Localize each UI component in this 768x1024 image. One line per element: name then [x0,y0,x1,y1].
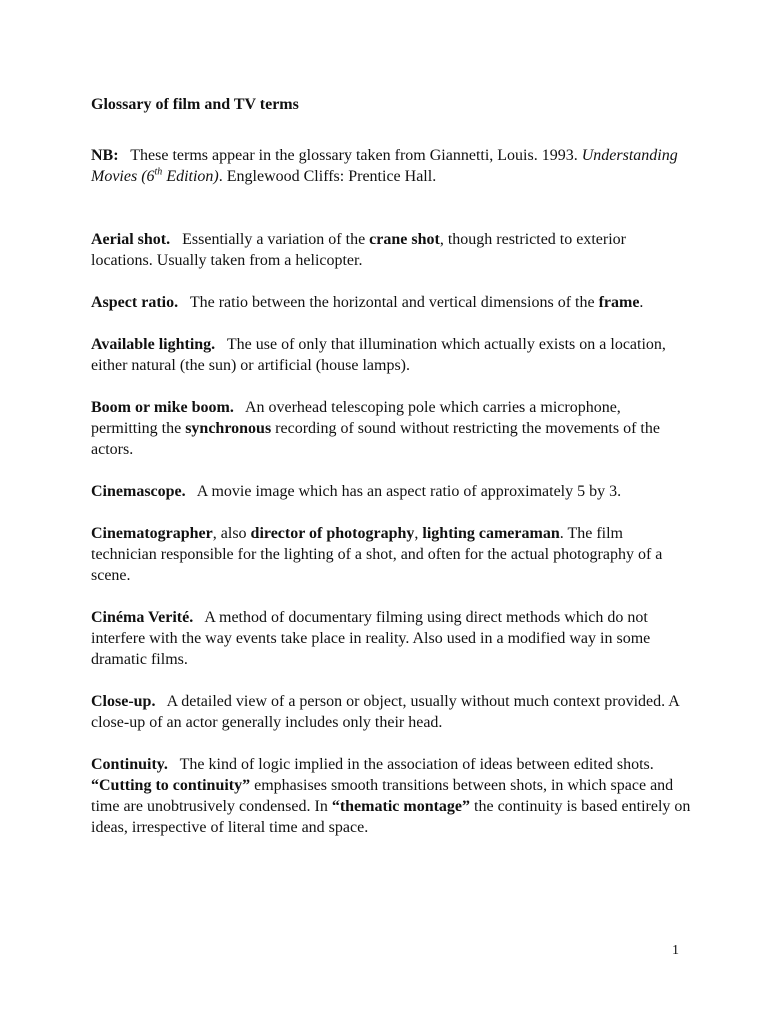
entry-term: Continuity. [91,756,168,773]
glossary-entry-cinema-verite [91,607,691,670]
entry-term: Cinematographer [91,525,213,542]
book-title-part: Edition) [162,168,219,185]
entry-xref: “thematic montage” [331,798,471,815]
entry-text: . [639,294,644,311]
glossary-entry-cinemascope [91,481,691,502]
glossary-entry-continuity [91,754,691,838]
entry-xref: director of photography [250,525,415,542]
entry-text: Essentially a variation of the [182,231,370,248]
glossary-entry-aerial-shot [91,229,691,271]
entry-term: Cinéma Verité. [91,609,194,626]
entry-xref: frame [598,294,640,311]
entry-text: , though restricted to exterior locations. Usually taken from a helicopter. [91,231,626,269]
entry-text: A detailed view of a person or object, usually without much context provided. A close-up of an actor generally includes only their head. [91,693,679,731]
book-title-part: Understanding Movies (6 [91,147,678,185]
entry-term: Available lighting. [91,336,216,353]
entry-text: An overhead telescoping pole which carries a microphone, permitting the [91,399,621,437]
entry-text: recording of sound without restricting the movements of the actors. [91,420,660,458]
entry-text: The use of only that illumination which actually exists on a location, either natural (the sun) or artificial (house lamps). [91,336,666,374]
entry-text: emphasises smooth transitions between shots, in which space and time are unobtrusively condensed. In [91,777,674,815]
nb-text: These terms appear in the glossary taken from Giannetti, Louis. 1993. [130,147,578,164]
entry-text: , [414,525,423,542]
glossary-entry-available-lighting [91,334,691,376]
entry-xref: crane shot [369,231,440,248]
nb-label: NB: [91,147,119,164]
entry-term: Cinemascope. [91,483,186,500]
entry-term: Boom or mike boom. [91,399,234,416]
glossary-entry-aspect-ratio [91,292,691,313]
entry-text: , also [212,525,251,542]
glossary-entry-close-up [91,691,691,733]
entry-xref: “Cutting to continuity” [91,777,251,794]
entry-xref: synchronous [185,420,272,437]
page-number: 1 [672,943,679,958]
entry-text: The kind of logic implied in the association of ideas between edited shots. [179,756,654,773]
entry-term: Close-up. [91,693,156,710]
entry-text: A movie image which has an aspect ratio of approximately 5 by 3. [196,483,622,500]
entry-text: A method of documentary filming using direct methods which do not interfere with the way events take place in reality. Also used in a modified way in some dramatic films. [91,609,651,668]
glossary-entry-boom [91,397,691,460]
book-title-sup: th [154,166,163,178]
entry-term: Aspect ratio. [91,294,179,311]
spacer [91,187,691,229]
nb-publisher: . Englewood Cliffs: Prentice Hall. [218,168,437,185]
document-body [91,94,691,859]
nb-note [91,145,691,187]
entry-text: . The film technician responsible for the lighting of a shot, and often for the actual photography of a scene. [91,525,663,584]
entry-text: the continuity is based entirely on ideas, irrespective of literal time and space. [91,798,691,836]
entry-term: Aerial shot. [91,231,171,248]
page-title: Glossary of film and TV terms [91,96,299,113]
entry-xref: lighting cameraman [422,525,560,542]
glossary-entry-cinematographer [91,523,691,586]
entry-text: The ratio between the horizontal and vertical dimensions of the [189,294,599,311]
